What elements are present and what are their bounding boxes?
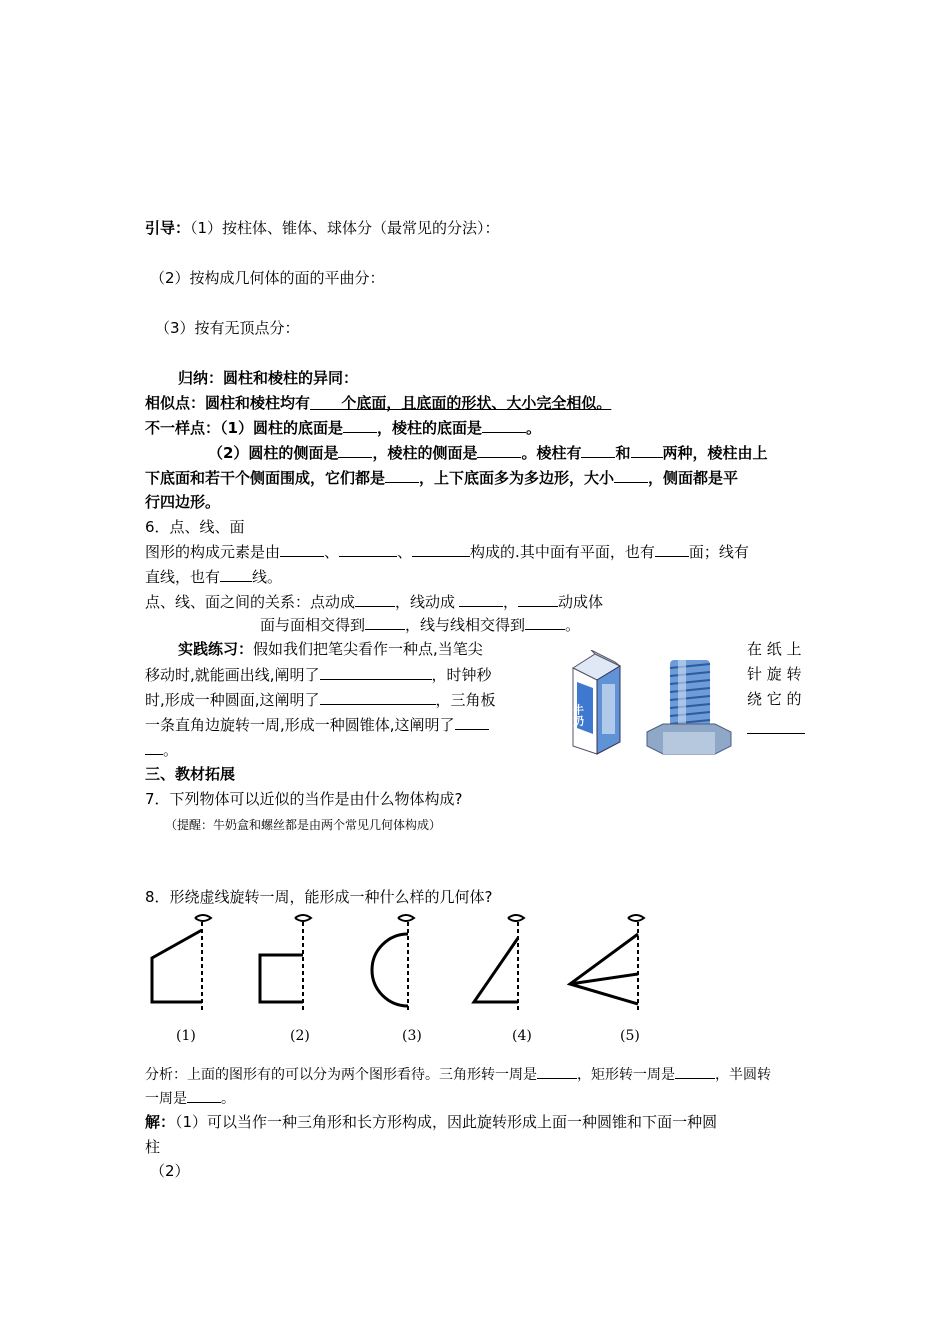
question-7: 7．下列物体可以近似的当作是由什么物体构成? (145, 790, 463, 808)
blank (355, 590, 395, 607)
figure-label-4: (4) (512, 1028, 532, 1044)
blank (477, 441, 521, 458)
practice-line-1: 实践练习：假如我们把笔尖看作一种点,当笔尖 (178, 640, 483, 658)
practice-line-4: 一条直角边旋转一周,形成一种圆锥体,这阐明了 (145, 713, 489, 736)
milk-carton-and-bolt-image (565, 650, 740, 760)
section-6-title: 6．点、线、面 (145, 518, 245, 536)
blank (187, 1086, 221, 1103)
analysis-line-1: 分析：上面的图形有的可以分为两个图形看待。三角形转一周是 ，矩形转一周是 ，半圆转 (145, 1062, 771, 1086)
section-3-title: 三、教材拓展 (145, 765, 236, 783)
blank (280, 540, 324, 557)
figure-label-5: (5) (620, 1028, 640, 1044)
blank (412, 540, 470, 557)
section-6-line-2: 直线，也有 线。 (145, 565, 282, 588)
practice-right-1: 在 纸 上 (747, 640, 802, 658)
similarity-line: 相似点：圆柱和棱柱均有 个底面，且底面的形状、大小完全相似。 (145, 394, 612, 412)
blank (655, 540, 689, 557)
summary-title: 归纳：圆柱和棱柱的异同： (178, 369, 359, 387)
section-6-line-4: 面与面相交得到 ，线与线相交得到 。 (260, 613, 580, 636)
section-6-line-3: 点、线、面之间的关系：点动成 ，线动成 ， 动成体 (145, 590, 603, 613)
figure-1-trapezoid (152, 915, 211, 1010)
rotation-figures (140, 910, 670, 1050)
solution-line-2: 柱 (145, 1138, 161, 1156)
practice-line-5: 。 (145, 738, 178, 761)
blank (518, 590, 558, 607)
blank (675, 1062, 715, 1079)
difference-line-4: 行四边形。 (145, 493, 221, 511)
milk-label: 牛奶 (571, 704, 585, 726)
guide-line-3: （3）按有无顶点分： (155, 319, 300, 337)
solution-line-1: 解：（1）可以当作一种三角形和长方形构成，因此旋转形成上面一种圆锥和下面一种圆 (145, 1113, 718, 1131)
figure-2-rectangle (260, 915, 311, 1010)
guide-line-2: （2）按构成几何体的面的平曲分： (150, 269, 385, 287)
difference-line-1: 不一样点：（1）圆柱的底面是 ，棱柱的底面是 。 (145, 416, 541, 439)
blank (631, 441, 663, 458)
blank (455, 713, 489, 730)
blank (459, 590, 503, 607)
blank (320, 688, 436, 705)
guide-label: 引导： (145, 219, 191, 237)
blank (339, 540, 397, 557)
section-6-line-1: 图形的构成元素是由 、 、 构成的.其中面有平面，也有 面；线有 (145, 540, 749, 563)
figure-label-2: (2) (290, 1028, 310, 1044)
milk-carton-icon (573, 650, 620, 754)
guide-line-1: 引导：（1）按柱体、锥体、球体分（最常见的分法）： (145, 219, 500, 237)
bolt-icon (647, 660, 731, 754)
solution-line-3: （2） (150, 1162, 190, 1180)
practice-line-3: 时,形成一种圆面,这阐明了 ，三角板 (145, 688, 496, 711)
analysis-line-2: 一周是 。 (145, 1086, 235, 1110)
blank (385, 466, 419, 483)
blank (320, 663, 432, 680)
blank (482, 416, 526, 433)
practice-right-2: 针 旋 转 (747, 665, 802, 683)
figure-4-triangle (474, 915, 524, 1010)
question-8: 8．形绕虚线旋转一周，能形成一种什么样的几何体? (145, 888, 493, 906)
difference-line-2: （2）圆柱的侧面是 ，棱柱的侧面是 。棱柱有 和 两种，棱柱由上 (208, 441, 768, 464)
blank (614, 466, 648, 483)
figure-label-1: (1) (176, 1028, 196, 1044)
blank (338, 441, 372, 458)
blank (525, 613, 565, 630)
blank (343, 416, 377, 433)
practice-label: 实践练习： (178, 640, 254, 658)
blank (220, 565, 252, 582)
difference-line-3: 下底面和若干个侧面围成，它们都是 ，上下底面多为多边形，大小 ，侧面都是平 (145, 466, 738, 489)
blank (365, 613, 405, 630)
practice-right-3: 绕 它 的 (747, 690, 802, 708)
figure-3-semicircle (372, 915, 414, 1010)
blank (145, 738, 163, 755)
figure-5-triangles (570, 915, 644, 1010)
figure-label-3: (3) (402, 1028, 422, 1044)
practice-right-blank (747, 717, 805, 734)
question-7-hint: （提醒：牛奶盒和螺丝都是由两个常见几何体构成） (165, 818, 442, 832)
blank (581, 441, 615, 458)
solution-label: 解： (145, 1113, 176, 1131)
blank (537, 1062, 577, 1079)
practice-line-2: 移动时,就能画出线,阐明了 ，时钟秒 (145, 663, 492, 686)
